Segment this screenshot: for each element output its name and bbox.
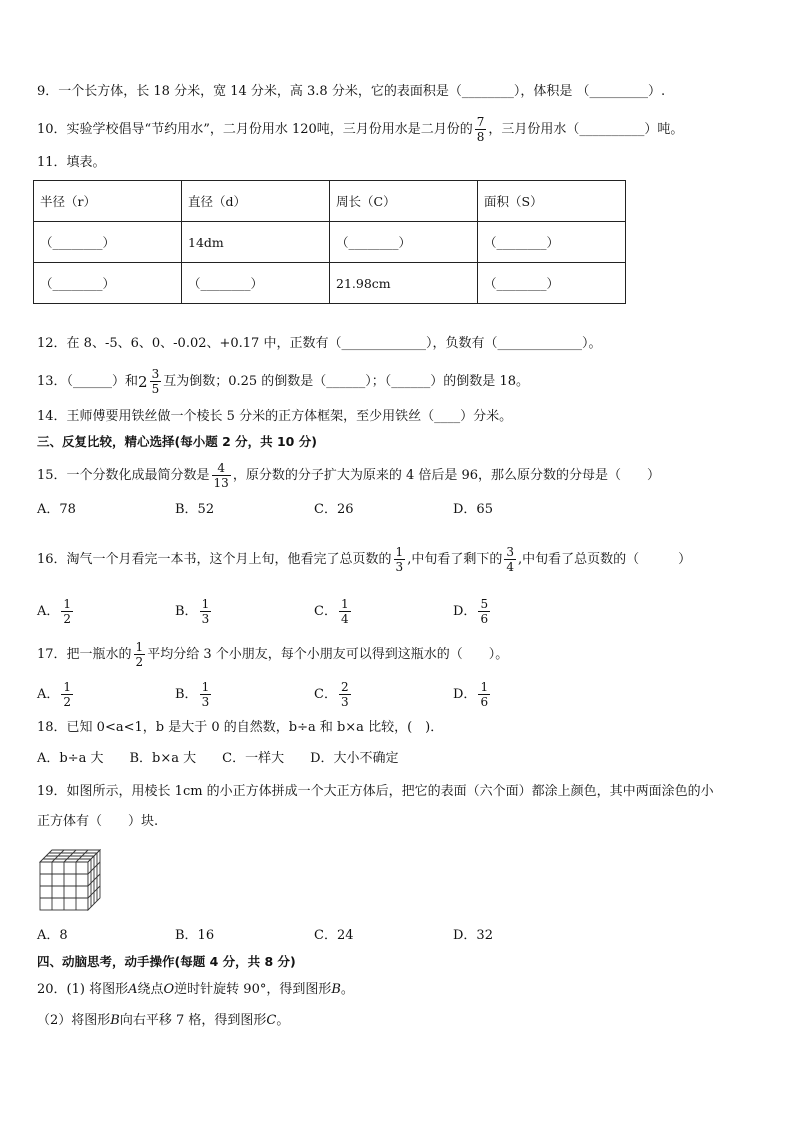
fraction: $\frac{4}{13}$ bbox=[213, 461, 229, 490]
question-20-part-2: （2）将图形B向右平移 7 格，得到图形C。 bbox=[37, 1013, 290, 1028]
table-cell: （________） bbox=[330, 222, 478, 263]
question-12: 12．在 8、-5、6、0、-0.02、+0.17 中，正数有（_____________），负数有（_____________）。 bbox=[37, 336, 602, 351]
table-cell: 14dm bbox=[182, 222, 330, 263]
option-b[interactable]: B． $\frac{1}{3}$ bbox=[175, 680, 210, 709]
table-row bbox=[34, 222, 626, 263]
option-b[interactable]: B． $\frac{1}{3}$ bbox=[175, 597, 210, 626]
question-10 bbox=[37, 116, 683, 143]
question-18: 18．已知 0<a<1，b 是大于 0 的自然数，b÷a 和 b×a 比较，( )． bbox=[37, 720, 444, 735]
table-cell: （________） bbox=[182, 263, 330, 304]
option-c[interactable]: C． $\frac{2}{3}$ bbox=[314, 680, 349, 709]
mixed-number: 2 $\frac{3}{5}$ bbox=[138, 367, 160, 396]
table-row bbox=[34, 263, 626, 304]
question-19-line-2: 正方体有（ ）块. bbox=[37, 814, 159, 829]
option-c[interactable]: C．24 bbox=[314, 928, 354, 943]
section-4-heading: 四、动脑思考，动手操作(每题 4 分，共 8 分) bbox=[37, 954, 296, 969]
question-20-part-1: 20．(1) 将图形A绕点O逆时针旋转 90°，得到图形B。 bbox=[37, 982, 354, 997]
option-a[interactable]: A．78 bbox=[37, 502, 76, 517]
fraction: $\frac{1}{3}$ bbox=[395, 545, 404, 574]
question-13-text-end: 互为倒数；0.25 的倒数是（______）；（______）的倒数是 18。 bbox=[163, 374, 529, 389]
option-d[interactable]: D． $\frac{5}{6}$ bbox=[453, 597, 489, 626]
option-a[interactable]: A． $\frac{1}{2}$ bbox=[37, 680, 72, 709]
question-14: 14．王师傅要用铁丝做一个棱长 5 分米的正方体框架，至少用铁丝（____）分米。 bbox=[37, 409, 513, 424]
fill-table bbox=[33, 180, 626, 304]
option-a[interactable]: A．8 bbox=[37, 928, 68, 943]
question-10-text: 10．实验学校倡导“节约用水”，二月份用水 120吨，三月份用水是二月份的 bbox=[37, 122, 473, 137]
table-cell: （________） bbox=[478, 263, 626, 304]
option-d[interactable]: D． $\frac{1}{6}$ bbox=[453, 680, 489, 709]
section-3-heading: 三、反复比较，精心选择(每小题 2 分，共 10 分) bbox=[37, 434, 317, 449]
table-cell: （________） bbox=[478, 222, 626, 263]
table-cell: 21.98cm bbox=[330, 263, 478, 304]
fraction: $\frac{7}{8}$ bbox=[476, 115, 485, 144]
header-circumference: 周长（C） bbox=[330, 181, 478, 222]
option-c[interactable]: C．26 bbox=[314, 502, 354, 517]
option-d[interactable]: D．32 bbox=[453, 928, 493, 943]
option-a[interactable]: A． $\frac{1}{2}$ bbox=[37, 597, 72, 626]
question-10-text-end: ，三月份用水（__________）吨。 bbox=[488, 122, 684, 137]
fraction: $\frac{1}{2}$ bbox=[135, 640, 144, 669]
header-radius: 半径（r） bbox=[34, 181, 182, 222]
header-diameter: 直径（d） bbox=[182, 181, 330, 222]
question-11-label: 11．填表。 bbox=[37, 155, 106, 170]
table-cell: （________） bbox=[34, 263, 182, 304]
question-19-line-1: 19．如图所示，用棱长 1cm 的小正方体拼成一个大正方体后，把它的表面（六个面）都涂上颜色，其中两面涂色的小 bbox=[37, 784, 714, 799]
question-13 bbox=[37, 368, 529, 395]
table-header-row bbox=[34, 181, 626, 222]
table-cell: （________） bbox=[34, 222, 182, 263]
question-9: 9．一个长方体，长 18 分米，宽 14 分米，高 3.8 分米，它的表面积是（________），体积是 （_________）. bbox=[37, 84, 666, 99]
question-17: 17．把一瓶水的 $\frac{1}{2}$ 平均分给 3 个小朋友，每个小朋友可以得到这瓶水的（ ）。 bbox=[37, 640, 509, 669]
option-b[interactable]: B．16 bbox=[175, 928, 215, 943]
cube-figure bbox=[38, 848, 104, 912]
question-13-text: 13．（______）和 bbox=[37, 374, 139, 389]
question-16: 16．淘气一个月看完一本书，这个月上旬，他看完了总页数的 $\frac{1}{3}$ ,中旬看了剩下的 $\frac{3}{4}$ ,中旬看了总页数的（ ） bbox=[37, 545, 692, 574]
option-d[interactable]: D．65 bbox=[453, 502, 493, 517]
option-c[interactable]: C． $\frac{1}{4}$ bbox=[314, 597, 349, 626]
header-area: 面积（S） bbox=[478, 181, 626, 222]
question-18-options[interactable]: A．b÷a 大 B．b×a 大 C．一样大 D．大小不确定 bbox=[37, 751, 399, 766]
fraction: $\frac{3}{4}$ bbox=[506, 545, 514, 574]
question-15: 15．一个分数化成最简分数是 $\frac{4}{13}$ ，原分数的分子扩大为原来的 4 倍后是 96，那么原分数的分母是（ ） bbox=[37, 461, 661, 490]
option-b[interactable]: B．52 bbox=[175, 502, 215, 517]
